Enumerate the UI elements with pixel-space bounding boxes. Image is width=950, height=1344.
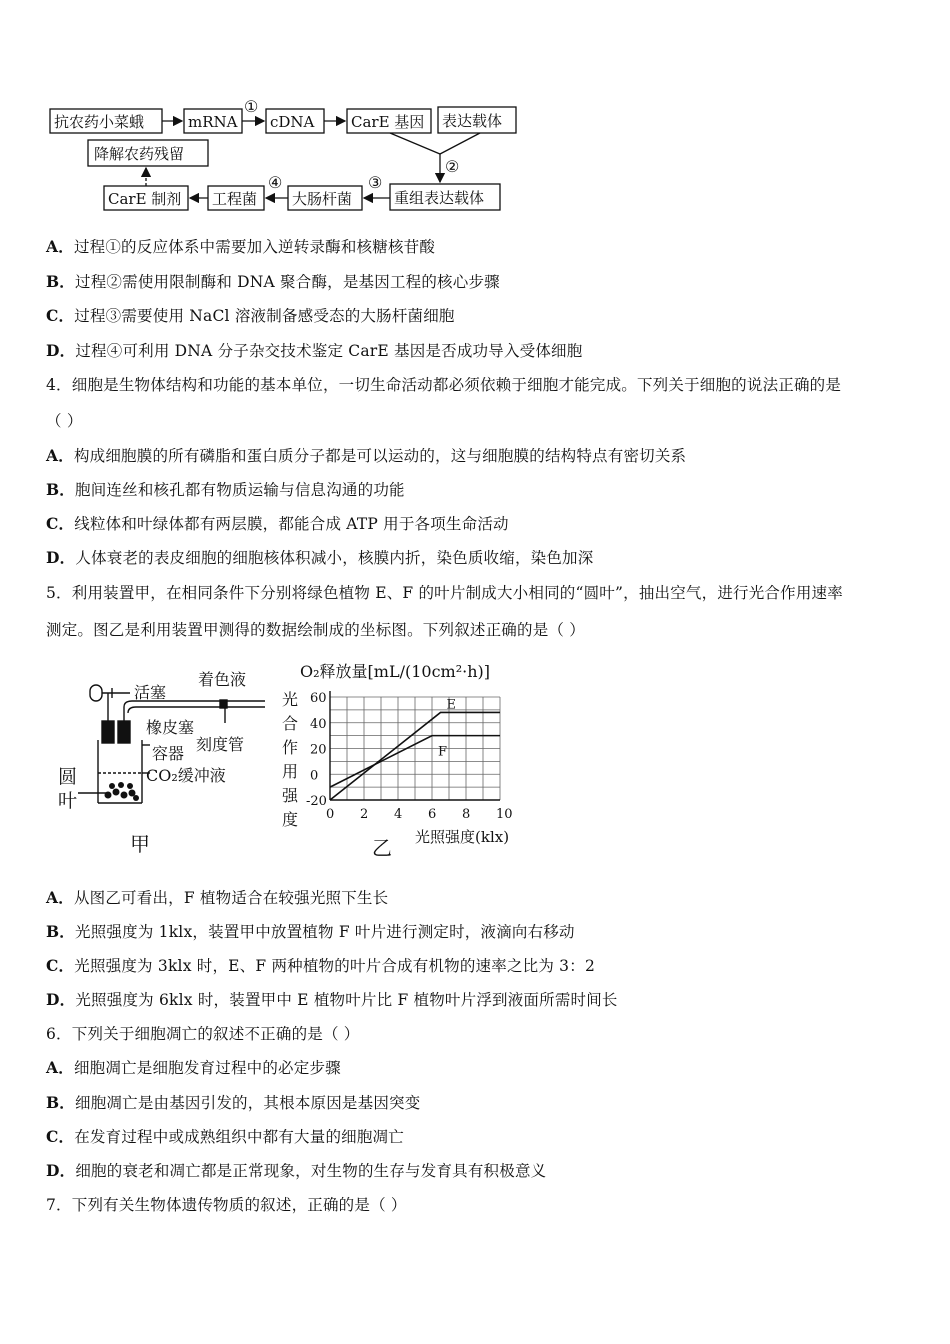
- q4-stem-paren: （ ）: [46, 412, 83, 430]
- svg-text:重组表达载体: 重组表达载体: [394, 189, 485, 207]
- y-tick-label: 0: [310, 768, 319, 784]
- svg-text:CarE 制剂: CarE 制剂: [108, 190, 182, 208]
- q6-option-a: A．细胞凋亡是细胞发育过程中的必定步骤: [46, 1058, 341, 1077]
- q6-option-c: C．在发育过程中或成熟组织中都有大量的细胞凋亡: [46, 1127, 404, 1146]
- q3-option-b: B．过程②需使用限制酶和 DNA 聚合酶，是基因工程的核心步骤: [46, 272, 500, 291]
- label-stopper: 橡皮塞: [146, 718, 195, 737]
- caption-jia: 甲: [130, 832, 150, 856]
- y-label-char: 用: [282, 762, 299, 781]
- q3-option-d: D．过程④可利用 DNA 分子杂交技术鉴定 CarE 基因是否成功导入受体细胞: [46, 341, 583, 360]
- chart-y-label: [282, 690, 299, 829]
- q5-option-c: C．光照强度为 3klx 时，E、F 两种植物的叶片合成有机物的速率之比为 3：2: [46, 956, 596, 975]
- y-tick-label: 60: [310, 691, 327, 706]
- y-tick-label: 20: [310, 742, 327, 758]
- label-co2-buffer: CO₂缓冲液: [146, 766, 226, 785]
- label-leaf: 叶: [58, 790, 78, 812]
- label-scale-tube: 刻度管: [196, 735, 245, 754]
- q6-option-d: D．细胞的衰老和凋亡都是正常现象，对生物的生存与发育具有积极意义: [46, 1161, 547, 1180]
- label-container: 容器: [152, 744, 185, 763]
- q5-figure: [50, 655, 520, 860]
- q6-stem: 6．下列关于细胞凋亡的叙述不正确的是（ ）: [46, 1025, 360, 1043]
- q5-option-a: A．从图乙可看出，F 植物适合在较强光照下生长: [46, 888, 389, 907]
- step-4-label: ④: [268, 173, 283, 192]
- svg-text:CarE 基因: CarE 基因: [351, 113, 425, 131]
- node-label: 抗农药小菜蛾: [54, 113, 145, 131]
- svg-text:表达载体: 表达载体: [442, 112, 503, 130]
- step-2-label: ②: [445, 157, 460, 176]
- step-1-label: ①: [244, 97, 259, 116]
- y-tick-label: 40: [310, 716, 327, 732]
- q4-option-b: B．胞间连丝和核孔都有物质运输与信息沟通的功能: [46, 480, 405, 499]
- chart-title: O₂释放量[mL/(10cm²·h)]: [300, 662, 490, 681]
- q4-option-c: C．线粒体和叶绿体都有两层膜，都能合成 ATP 用于各项生命活动: [46, 514, 509, 533]
- gene-engineering-flowchart: [40, 92, 520, 217]
- q5-stem-2: 测定。图乙是利用装置甲测得的数据绘制成的坐标图。下列叙述正确的是（ ）: [46, 621, 585, 639]
- series-label-E: E: [446, 697, 456, 713]
- x-tick-label: 2: [360, 807, 369, 822]
- label-round: 圆: [58, 766, 78, 788]
- y-label-char: 强: [282, 786, 299, 805]
- svg-text:工程菌: 工程菌: [212, 190, 258, 208]
- chart-x-label: 光照强度(klx): [415, 828, 510, 846]
- q6-option-b: B．细胞凋亡是由基因引发的，其根本原因是基因突变: [46, 1093, 421, 1112]
- q4-stem: 4．细胞是生物体结构和功能的基本单位，一切生命活动都必须依赖于细胞才能完成。下列关于细胞的说法正确的是: [46, 376, 842, 394]
- y-label-char: 合: [282, 714, 299, 733]
- x-tick-label: 0: [326, 807, 335, 822]
- x-tick-label: 8: [462, 807, 471, 822]
- y-label-char: 度: [282, 810, 299, 829]
- svg-text:mRNA: mRNA: [188, 113, 238, 131]
- svg-text:cDNA: cDNA: [270, 113, 315, 131]
- label-piston: 活塞: [134, 683, 167, 702]
- y-label-char: 作: [282, 738, 299, 757]
- q4-option-d: D．人体衰老的表皮细胞的细胞核体积减小，核膜内折，染色质收缩，染色加深: [46, 548, 594, 567]
- q3-option-a: A．过程①的反应体系中需要加入逆转录酶和核糖核苷酸: [46, 237, 436, 256]
- svg-text:大肠杆菌: 大肠杆菌: [292, 190, 353, 208]
- svg-text:降解农药残留: 降解农药残留: [94, 145, 185, 163]
- y-tick-label: -20: [306, 794, 327, 809]
- q5-option-d: D．光照强度为 6klx 时，装置甲中 E 植物叶片比 F 植物叶片浮到液面所需时间长: [46, 990, 618, 1009]
- step-3-label: ③: [368, 173, 383, 192]
- label-dye: 着色液: [198, 670, 247, 689]
- q5-stem: 5．利用装置甲，在相同条件下分别将绿色植物 E、F 的叶片制成大小相同的“圆叶”，抽出空气，进行光合作用速率: [46, 584, 843, 602]
- q7-stem: 7．下列有关生物体遗传物质的叙述，正确的是（ ）: [46, 1196, 407, 1214]
- x-tick-label: 4: [394, 807, 403, 822]
- q4-option-a: A．构成细胞膜的所有磷脂和蛋白质分子都是可以运动的，这与细胞膜的结构特点有密切关系: [46, 446, 687, 465]
- light-intensity-chart: [282, 662, 513, 860]
- q5-option-b: B．光照强度为 1klx，装置甲中放置植物 F 叶片进行测定时，液滴向右移动: [46, 922, 575, 941]
- x-tick-label: 6: [428, 807, 437, 822]
- x-tick-label: 10: [496, 807, 513, 822]
- series-label-F: F: [438, 744, 448, 760]
- apparatus-beads: [105, 782, 140, 801]
- y-label-char: 光: [282, 690, 299, 709]
- q3-option-c: C．过程③需要使用 NaCl 溶液制备感受态的大肠杆菌细胞: [46, 306, 455, 325]
- caption-yi: 乙: [372, 836, 392, 860]
